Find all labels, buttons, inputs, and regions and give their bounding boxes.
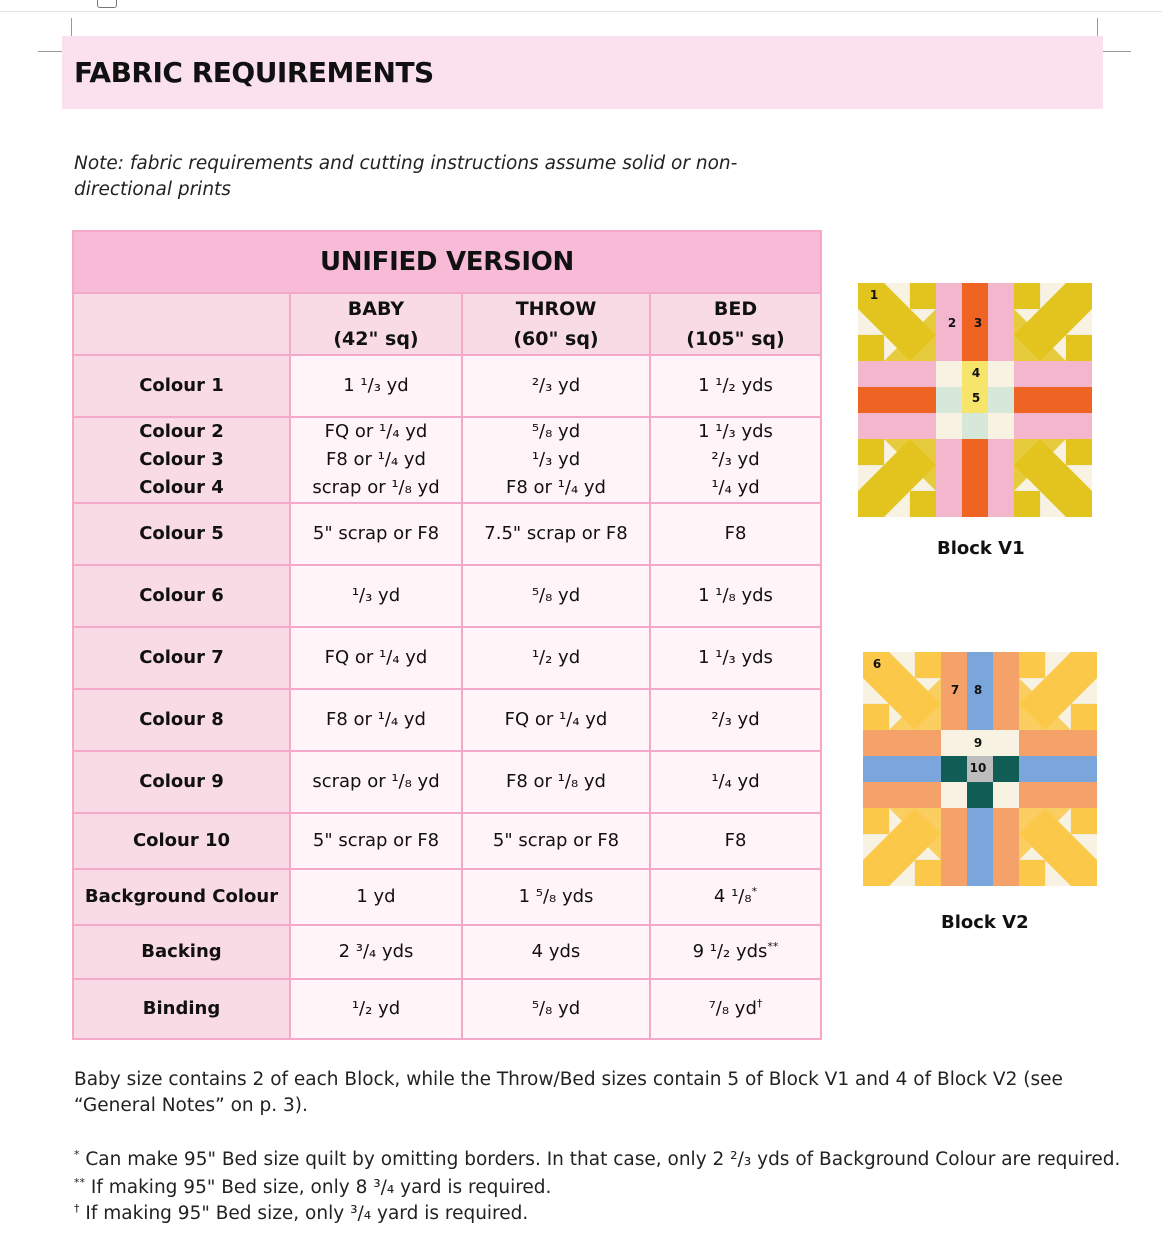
yardage-value: ²/₃ yd bbox=[711, 449, 760, 470]
yardage-value: ⁵/₈ yd bbox=[531, 585, 581, 606]
cell-bed bbox=[650, 689, 821, 751]
table-row bbox=[73, 869, 821, 925]
yardage-value: 1 ¹/₃ yd bbox=[343, 375, 409, 396]
ruler-checkbox[interactable] bbox=[97, 0, 117, 8]
cell-bed bbox=[650, 627, 821, 689]
yardage-value: ¹/₂ yd bbox=[531, 647, 581, 668]
edge-square bbox=[1014, 491, 1040, 517]
footnote-marker: * bbox=[74, 1147, 80, 1161]
table-row bbox=[73, 417, 821, 503]
yardage-value: 4 yds bbox=[531, 941, 581, 962]
yardage-value: 1 ⁵/₈ yds bbox=[518, 886, 594, 907]
row-label bbox=[73, 503, 290, 565]
yardage-value: ¹/₃ yd bbox=[531, 449, 581, 470]
yardage-value: 1 ¹/₂ yds bbox=[698, 375, 773, 396]
colour-name: Colour 3 bbox=[139, 449, 224, 470]
footnote-text: If making 95" Bed size, only 8 ³/₄ yard is required. bbox=[90, 1177, 552, 1198]
column-header-baby bbox=[290, 293, 462, 355]
column-header-bed bbox=[650, 293, 821, 355]
center-square bbox=[941, 756, 967, 782]
colour-name: Backing bbox=[141, 941, 222, 962]
header-empty-cell bbox=[73, 293, 290, 355]
yardage-value: ⁵/₈ yd bbox=[531, 421, 581, 442]
center-square bbox=[988, 413, 1014, 439]
colour-name: Colour 4 bbox=[139, 477, 224, 498]
table-row bbox=[73, 979, 821, 1039]
colour-name: Colour 8 bbox=[139, 709, 224, 730]
cell-throw bbox=[462, 355, 650, 417]
edge-square bbox=[1019, 860, 1045, 886]
piece-number: 4 bbox=[971, 366, 981, 380]
cell-throw bbox=[462, 627, 650, 689]
cell-bed bbox=[650, 503, 821, 565]
yardage-value: F8 bbox=[724, 830, 747, 851]
cell-baby bbox=[290, 869, 462, 925]
table-row bbox=[73, 565, 821, 627]
center-square bbox=[936, 361, 962, 387]
cell-bed bbox=[650, 925, 821, 979]
yardage-value: 5" scrap or F8 bbox=[492, 830, 620, 851]
yardage-value: F8 or ¹/₄ yd bbox=[326, 709, 426, 730]
table-row bbox=[73, 503, 821, 565]
row-label bbox=[73, 813, 290, 869]
center-square bbox=[941, 730, 967, 756]
center-square bbox=[988, 361, 1014, 387]
footnote-marker: ** bbox=[74, 1175, 85, 1189]
block-v1-label: Block V1 bbox=[937, 538, 1025, 559]
yardage-value: ²/₃ yd bbox=[711, 709, 760, 730]
yardage-value: ¹/₂ yd bbox=[351, 998, 401, 1019]
edge-square bbox=[1071, 704, 1097, 730]
block-v2-label: Block V2 bbox=[941, 912, 1029, 933]
column-name: THROW bbox=[515, 298, 597, 320]
center-square bbox=[967, 782, 993, 808]
yardage-value: 1 ¹/₈ yds bbox=[698, 585, 773, 606]
cell-bed bbox=[650, 417, 821, 503]
fabric-note: Note: fabric requirements and cutting instructions assume solid or non-directional prints bbox=[74, 153, 738, 200]
row-label bbox=[73, 751, 290, 813]
edge-square bbox=[915, 860, 941, 886]
center-square bbox=[941, 782, 967, 808]
cell-baby bbox=[290, 689, 462, 751]
cell-bed bbox=[650, 355, 821, 417]
center-square bbox=[993, 782, 1019, 808]
row-label bbox=[73, 355, 290, 417]
cell-baby bbox=[290, 979, 462, 1039]
piece-number: 8 bbox=[973, 683, 983, 697]
block-v2-diagram bbox=[863, 652, 1097, 886]
colour-name: Colour 2 bbox=[139, 421, 224, 442]
center-square bbox=[962, 413, 988, 439]
cell-bed bbox=[650, 979, 821, 1039]
block-v1-diagram bbox=[858, 283, 1092, 517]
yardage-value: FQ or ¹/₄ yd bbox=[504, 709, 608, 730]
yardage-value: ¹/₃ yd bbox=[351, 585, 401, 606]
cell-throw bbox=[462, 979, 650, 1039]
column-size: (105" sq) bbox=[686, 328, 785, 350]
cell-throw bbox=[462, 565, 650, 627]
edge-square bbox=[858, 439, 884, 465]
piece-number: 5 bbox=[971, 391, 981, 405]
row-label bbox=[73, 417, 290, 503]
edge-square bbox=[910, 283, 936, 309]
piece-number: 10 bbox=[969, 761, 987, 775]
yardage-value: FQ or ¹/₄ yd bbox=[324, 647, 428, 668]
row-label bbox=[73, 869, 290, 925]
center-square bbox=[936, 413, 962, 439]
cell-bed bbox=[650, 813, 821, 869]
cell-baby bbox=[290, 813, 462, 869]
colour-name: Colour 5 bbox=[139, 523, 224, 544]
cell-baby bbox=[290, 355, 462, 417]
cell-throw bbox=[462, 689, 650, 751]
yardage-value: 1 ¹/₃ yds bbox=[698, 647, 773, 668]
yardage-value: 4 ¹/₈* bbox=[713, 885, 758, 907]
yardage-value: scrap or ¹/₈ yd bbox=[312, 477, 440, 498]
yardage-value: FQ or ¹/₄ yd bbox=[324, 421, 428, 442]
page-title: FABRIC REQUIREMENTS bbox=[74, 56, 434, 89]
colour-name: Colour 9 bbox=[139, 771, 224, 792]
cell-throw bbox=[462, 417, 650, 503]
row-label bbox=[73, 979, 290, 1039]
yardage-value: F8 bbox=[724, 523, 747, 544]
colour-name: Background Colour bbox=[84, 886, 279, 907]
cell-baby bbox=[290, 565, 462, 627]
table-row bbox=[73, 751, 821, 813]
cell-throw bbox=[462, 751, 650, 813]
footnote-dagger bbox=[74, 1201, 1074, 1227]
yardage-value: 7.5" scrap or F8 bbox=[484, 523, 628, 544]
yardage-value: 2 ³/₄ yds bbox=[338, 941, 414, 962]
footnote-text: If making 95" Bed size, only ³/₄ yard is required. bbox=[85, 1203, 529, 1224]
colour-name: Colour 10 bbox=[132, 830, 231, 851]
table-caption: UNIFIED VERSION bbox=[73, 231, 821, 293]
cell-baby bbox=[290, 417, 462, 503]
row-label bbox=[73, 565, 290, 627]
summary-note: Baby size contains 2 of each Block, while the Throw/Bed sizes contain 5 of Block V1 and 4 of Block V2 (see “General Notes” on p. 3). bbox=[74, 1069, 1063, 1116]
colour-name: Colour 1 bbox=[139, 375, 224, 396]
yardage-value: 1 ¹/₃ yds bbox=[698, 421, 773, 442]
table-row bbox=[73, 627, 821, 689]
cell-bed bbox=[650, 751, 821, 813]
column-size: (42" sq) bbox=[333, 328, 419, 350]
top-ruler bbox=[0, 0, 1162, 12]
center-square bbox=[993, 756, 1019, 782]
piece-number: 3 bbox=[973, 316, 983, 330]
footnote-marker: † bbox=[74, 1201, 80, 1215]
edge-square bbox=[1066, 439, 1092, 465]
yardage-value: F8 or ¹/₄ yd bbox=[326, 449, 426, 470]
row-label bbox=[73, 925, 290, 979]
table-row bbox=[73, 813, 821, 869]
edge-square bbox=[915, 652, 941, 678]
center-square bbox=[988, 387, 1014, 413]
edge-square bbox=[863, 704, 889, 730]
column-name: BABY bbox=[347, 298, 405, 320]
cell-throw bbox=[462, 869, 650, 925]
table-row bbox=[73, 355, 821, 417]
edge-square bbox=[1071, 808, 1097, 834]
piece-number: 9 bbox=[973, 736, 983, 750]
yardage-value: ¹/₄ yd bbox=[711, 477, 760, 498]
piece-number: 6 bbox=[872, 657, 882, 671]
yardage-value: 1 yd bbox=[356, 886, 396, 907]
footnote-double-star bbox=[74, 1175, 1074, 1201]
footnote-text: Can make 95" Bed size quilt by omitting borders. In that case, only 2 ²/₃ yds of Background Colour are required. bbox=[85, 1149, 1121, 1170]
yardage-value: F8 or ¹/₄ yd bbox=[506, 477, 606, 498]
column-name: BED bbox=[713, 298, 758, 320]
cell-bed bbox=[650, 565, 821, 627]
edge-square bbox=[858, 335, 884, 361]
footnote-star bbox=[74, 1147, 1144, 1173]
yardage-value: ²/₃ yd bbox=[531, 375, 581, 396]
cell-throw bbox=[462, 813, 650, 869]
colour-name: Binding bbox=[142, 998, 221, 1019]
center-square bbox=[936, 387, 962, 413]
block-v1 bbox=[858, 283, 1092, 517]
fabric-requirements-table bbox=[72, 230, 822, 1040]
yardage-value: scrap or ¹/₈ yd bbox=[312, 771, 440, 792]
cell-baby bbox=[290, 925, 462, 979]
yardage-value: ⁵/₈ yd bbox=[531, 998, 581, 1019]
edge-square bbox=[863, 808, 889, 834]
block-v2 bbox=[863, 652, 1097, 886]
center-square bbox=[993, 730, 1019, 756]
cell-throw bbox=[462, 925, 650, 979]
column-size: (60" sq) bbox=[513, 328, 599, 350]
edge-square bbox=[1014, 283, 1040, 309]
edge-square bbox=[1066, 335, 1092, 361]
cell-throw bbox=[462, 503, 650, 565]
colour-name: Colour 6 bbox=[139, 585, 224, 606]
yardage-value: 5" scrap or F8 bbox=[312, 523, 440, 544]
cell-baby bbox=[290, 627, 462, 689]
yardage-value: ¹/₄ yd bbox=[711, 771, 760, 792]
row-label bbox=[73, 689, 290, 751]
yardage-value: ⁷/₈ yd† bbox=[708, 997, 763, 1019]
yardage-value: 9 ¹/₂ yds** bbox=[692, 940, 779, 962]
cell-baby bbox=[290, 503, 462, 565]
yardage-value: F8 or ¹/₈ yd bbox=[506, 771, 606, 792]
table-row bbox=[73, 925, 821, 979]
column-header-throw bbox=[462, 293, 650, 355]
cell-bed bbox=[650, 869, 821, 925]
cell-baby bbox=[290, 751, 462, 813]
edge-square bbox=[1019, 652, 1045, 678]
yardage-value: 5" scrap or F8 bbox=[312, 830, 440, 851]
table-row bbox=[73, 689, 821, 751]
piece-number: 2 bbox=[947, 316, 957, 330]
colour-name: Colour 7 bbox=[139, 647, 224, 668]
edge-square bbox=[910, 491, 936, 517]
piece-number: 7 bbox=[950, 683, 960, 697]
piece-number: 1 bbox=[869, 288, 879, 302]
row-label bbox=[73, 627, 290, 689]
